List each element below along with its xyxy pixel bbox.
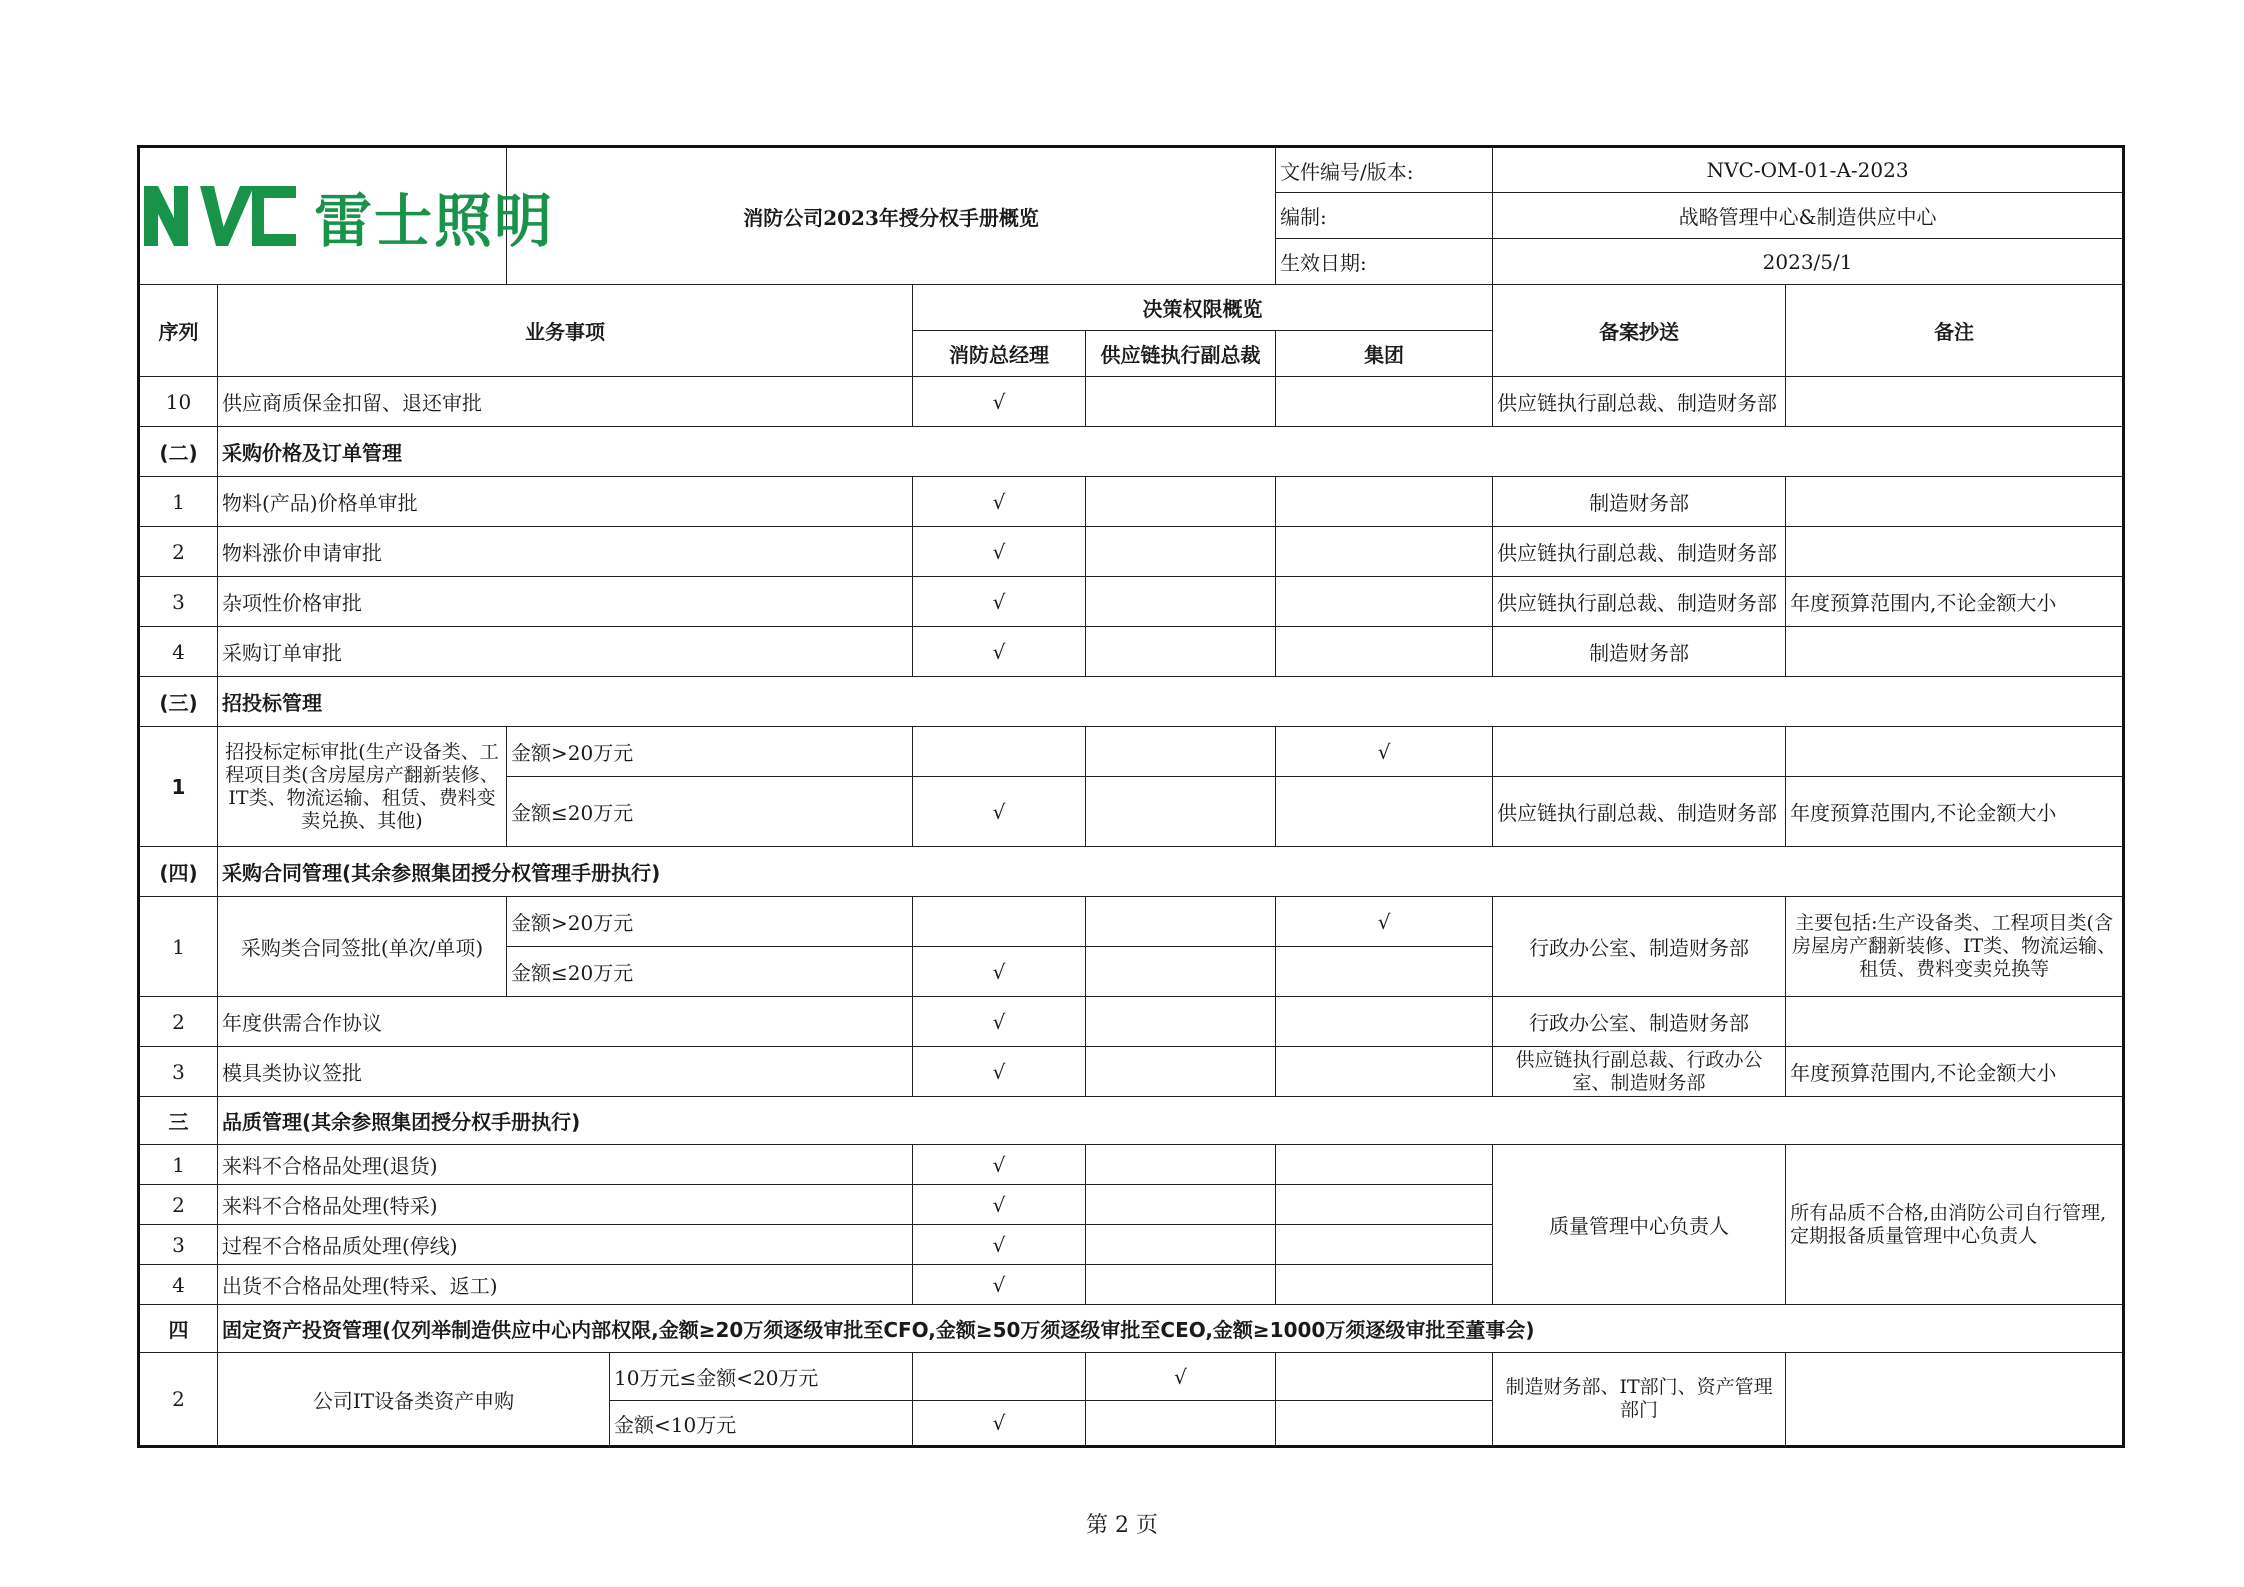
row-filing: 行政办公室、制造财务部 [1493,997,1786,1047]
check-mark: √ [913,627,1086,677]
row-seq: 4 [139,627,218,677]
col-item-header: 业务事项 [218,285,913,377]
row-item: 采购类合同签批(单次/单项) [218,897,507,997]
check-mark: √ [913,377,1086,427]
row-filing: 供应链执行副总裁、制造财务部 [1493,377,1786,427]
page-number: 第 2 页 [1086,1513,1158,1538]
row-item: 供应商质保金扣留、退还审批 [218,377,913,427]
check-mark: √ [913,1185,1086,1225]
section-title: 固定资产投资管理(仅列举制造供应中心内部权限,金额≥20万须逐级审批至CFO,金额≥50万须逐级审批至CEO,金额≥1000万须逐级审批至董事会) [218,1305,2124,1353]
table-row [139,997,2124,1047]
check-mark: √ [1276,897,1493,947]
condition-label: 金额>20万元 [507,897,913,947]
row-remark: 年度预算范围内,不论金额大小 [1786,1047,2124,1097]
row-seq: 1 [139,897,218,997]
row-seq: 3 [139,577,218,627]
col-vp-header: 供应链执行副总裁 [1086,331,1276,377]
doc-number-value: NVC-OM-01-A-2023 [1493,147,2124,193]
row-remark: 年度预算范围内,不论金额大小 [1786,777,2124,847]
condition-label: 金额≤20万元 [507,777,913,847]
table-row [139,1145,2124,1185]
row-seq: 4 [139,1265,218,1305]
section-seq: (二) [139,427,218,477]
editor-value: 战略管理中心&制造供应中心 [1493,193,2124,239]
effective-date-label: 生效日期: [1276,239,1493,285]
section-seq: (三) [139,677,218,727]
row-filing: 制造财务部、IT部门、资产管理部门 [1493,1353,1786,1447]
authority-table [137,145,2125,1448]
row-item: 来料不合格品处理(退货) [218,1145,913,1185]
check-mark: √ [913,527,1086,577]
check-mark: √ [1276,727,1493,777]
section-title: 招投标管理 [218,677,2124,727]
section-title: 品质管理(其余参照集团授分权手册执行) [218,1097,2124,1145]
table-row [139,727,2124,777]
section-row [139,427,2124,477]
section-seq: (四) [139,847,218,897]
row-seq: 1 [139,1145,218,1185]
col-seq-header: 序列 [139,285,218,377]
condition-label: 10万元≤金额<20万元 [610,1353,913,1401]
row-item: 年度供需合作协议 [218,997,913,1047]
check-mark: √ [913,947,1086,997]
row-remark: 年度预算范围内,不论金额大小 [1786,577,2124,627]
row-filing: 制造财务部 [1493,627,1786,677]
table-row [139,577,2124,627]
effective-date-value: 2023/5/1 [1493,239,2124,285]
check-mark: √ [913,1225,1086,1265]
check-mark: √ [913,577,1086,627]
row-filing: 供应链执行副总裁、制造财务部 [1493,777,1786,847]
row-filing: 供应链执行副总裁、行政办公室、制造财务部 [1493,1047,1786,1097]
nvc-logo-icon [144,181,296,251]
row-seq: 2 [139,997,218,1047]
check-mark: √ [913,477,1086,527]
logo-text: 雷士照明 [314,187,555,255]
row-item: 物料涨价申请审批 [218,527,913,577]
row-seq: 1 [139,727,218,847]
condition-label: 金额<10万元 [610,1401,913,1447]
row-item: 出货不合格品处理(特采、返工) [218,1265,913,1305]
section-row [139,677,2124,727]
check-mark: √ [913,1265,1086,1305]
page-title: 消防公司2023年授分权手册概览 [507,147,1276,285]
row-seq: 3 [139,1047,218,1097]
section-seq: 三 [139,1097,218,1145]
table-row [139,627,2124,677]
check-mark: √ [1086,1353,1276,1401]
row-filing: 行政办公室、制造财务部 [1493,897,1786,997]
doc-number-label: 文件编号/版本: [1276,147,1493,193]
section-row [139,847,2124,897]
section-title: 采购价格及订单管理 [218,427,2124,477]
row-item: 杂项性价格审批 [218,577,913,627]
condition-label: 金额>20万元 [507,727,913,777]
logo-cell [139,147,555,285]
section-seq: 四 [139,1305,218,1353]
col-remark-header: 备注 [1786,285,2124,377]
company-logo [144,174,554,258]
col-group-header: 集团 [1276,331,1493,377]
section-title: 采购合同管理(其余参照集团授分权管理手册执行) [218,847,2124,897]
row-item: 过程不合格品质处理(停线) [218,1225,913,1265]
section-row [139,1097,2124,1145]
check-mark: √ [913,997,1086,1047]
row-filing: 供应链执行副总裁、制造财务部 [1493,527,1786,577]
section-row [139,1305,2124,1353]
row-filing: 供应链执行副总裁、制造财务部 [1493,577,1786,627]
col-decision-header: 决策权限概览 [913,285,1493,331]
table-row [139,1047,2124,1097]
row-item: 物料(产品)价格单审批 [218,477,913,527]
row-seq: 2 [139,527,218,577]
check-mark: √ [913,1047,1086,1097]
row-seq: 2 [139,1185,218,1225]
condition-label: 金额≤20万元 [507,947,913,997]
col-gm-header: 消防总经理 [913,331,1086,377]
table-row [139,477,2124,527]
check-mark: √ [913,1401,1086,1447]
row-item: 招投标定标审批(生产设备类、工程项目类(含房屋房产翻新装修、IT类、物流运输、租赁、费料变卖兑换、其他) [218,727,507,847]
row-remark: 主要包括:生产设备类、工程项目类(含房屋房产翻新装修、IT类、物流运输、租赁、费料变卖兑换等 [1786,897,2124,997]
table-row [139,1353,2124,1401]
row-item: 采购订单审批 [218,627,913,677]
row-seq: 1 [139,477,218,527]
row-filing: 制造财务部 [1493,477,1786,527]
row-seq: 2 [139,1353,218,1447]
row-item: 来料不合格品处理(特采) [218,1185,913,1225]
row-seq: 3 [139,1225,218,1265]
editor-label: 编制: [1276,193,1493,239]
row-item: 模具类协议签批 [218,1047,913,1097]
row-remark: 所有品质不合格,由消防公司自行管理,定期报备质量管理中心负责人 [1786,1145,2124,1305]
row-item: 公司IT设备类资产申购 [218,1353,610,1447]
table-row [139,527,2124,577]
col-filing-header: 备案抄送 [1493,285,1786,377]
check-mark: √ [913,1145,1086,1185]
row-seq: 10 [139,377,218,427]
table-row [139,377,2124,427]
table-row [139,897,2124,947]
row-filing: 质量管理中心负责人 [1493,1145,1786,1305]
check-mark: √ [913,777,1086,847]
